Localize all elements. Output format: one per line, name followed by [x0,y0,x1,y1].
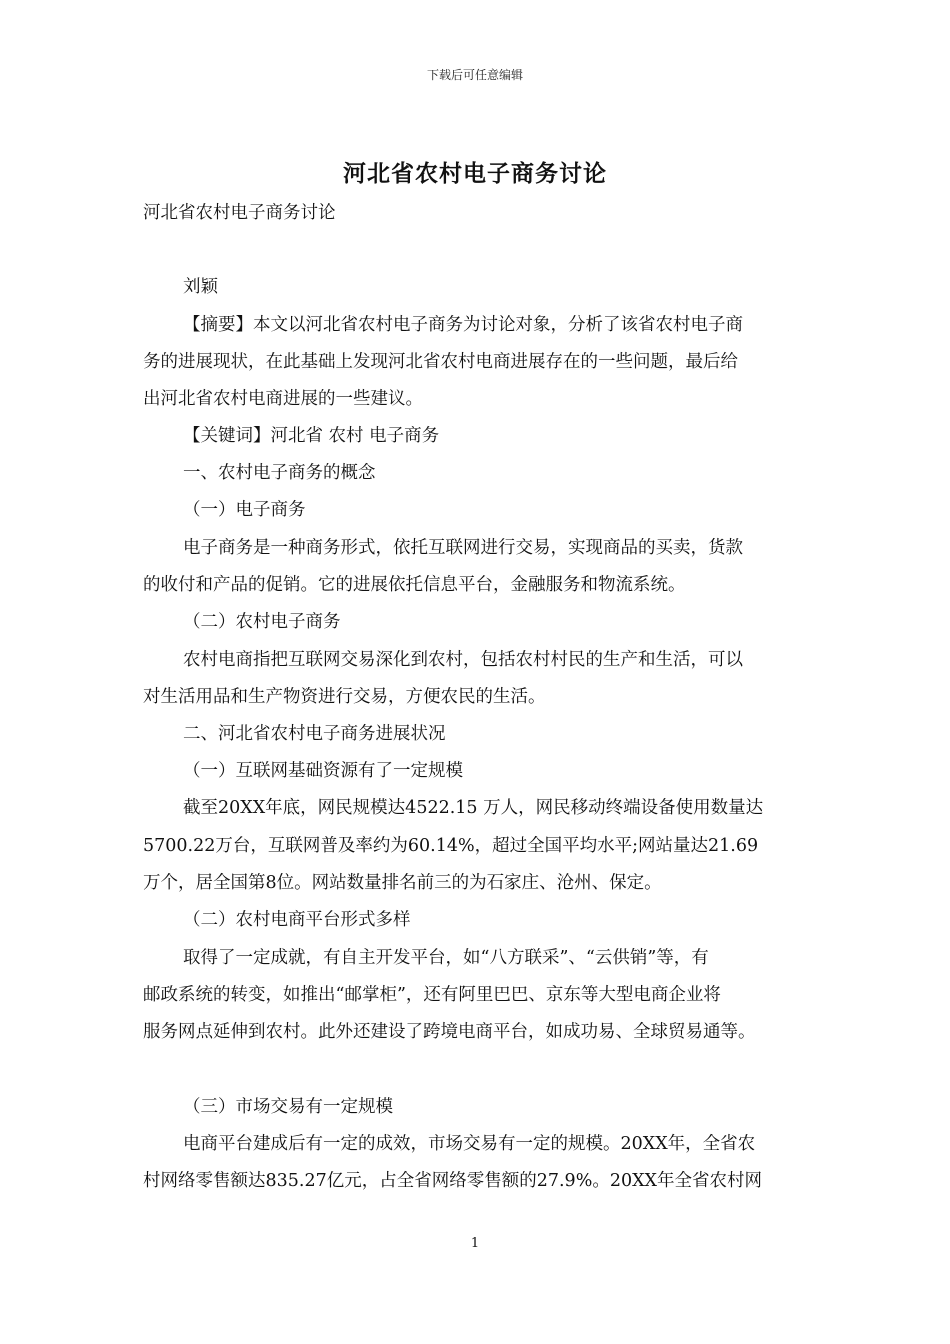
subsection-heading: （一）电子商务 [183,500,306,520]
subtitle-line: 河北省农村电子商务讨论 [143,203,336,223]
abstract-line: 务的进展现状，在此基础上发现河北省农村电商进展存在的一些问题，最后给 [143,352,738,372]
abstract-line: 出河北省农村电商进展的一些建议。 [143,389,423,409]
section-heading: 一、农村电子商务的概念 [183,463,376,483]
paragraph-line: 邮政系统的转变，如推出“邮掌柜”，还有阿里巴巴、京东等大型电商企业将 [143,985,721,1005]
subsection-heading: （一）互联网基础资源有了一定规模 [183,761,463,781]
paragraph-line: 的收付和产品的促销。它的进展依托信息平台，金融服务和物流系统。 [143,575,686,595]
paragraph-line: 服务网点延伸到农村。此外还建设了跨境电商平台，如成功易、全球贸易通等。 [143,1022,756,1042]
subsection-heading: （三）市场交易有一定规模 [183,1097,393,1117]
page-number: 1 [470,1236,480,1251]
author-line: 刘颖 [183,277,218,297]
paragraph-line: 5700.22万台，互联网普及率约为60.14%，超过全国平均水平;网站量达21.69 [143,836,759,856]
paragraph-line: 万个，居全国第8位。网站数量排名前三的为石家庄、沧州、保定。 [143,873,662,893]
header-note: 下载后可任意编辑 [426,68,523,82]
paragraph-line: 电商平台建成后有一定的成效，市场交易有一定的规模。20XX年，全省农 [183,1134,756,1154]
paragraph-line: 电子商务是一种商务形式，依托互联网进行交易，实现商品的买卖，货款 [183,538,743,558]
section-heading: 二、河北省农村电子商务进展状况 [183,724,446,744]
abstract-line: 【摘要】本文以河北省农村电子商务为讨论对象，分析了该省农村电子商 [183,315,743,335]
keywords-line: 【关键词】河北省 农村 电子商务 [183,426,440,446]
document-title: 河北省农村电子商务讨论 [343,160,607,187]
paragraph-line: 村网络零售额达835.27亿元，占全省网络零售额的27.9%。20XX年全省农村网 [143,1171,763,1191]
paragraph-line: 取得了一定成就，有自主开发平台，如“八方联采”、“云供销”等，有 [183,948,709,968]
paragraph-line: 截至20XX年底，网民规模达4522.15 万人，网民移动终端设备使用数量达 [183,798,764,818]
paragraph-line: 对生活用品和生产物资进行交易，方便农民的生活。 [143,687,546,707]
paragraph-line: 农村电商指把互联网交易深化到农村，包括农村村民的生产和生活，可以 [183,650,743,670]
subsection-heading: （二）农村电子商务 [183,612,341,632]
subsection-heading: （二）农村电商平台形式多样 [183,910,411,930]
